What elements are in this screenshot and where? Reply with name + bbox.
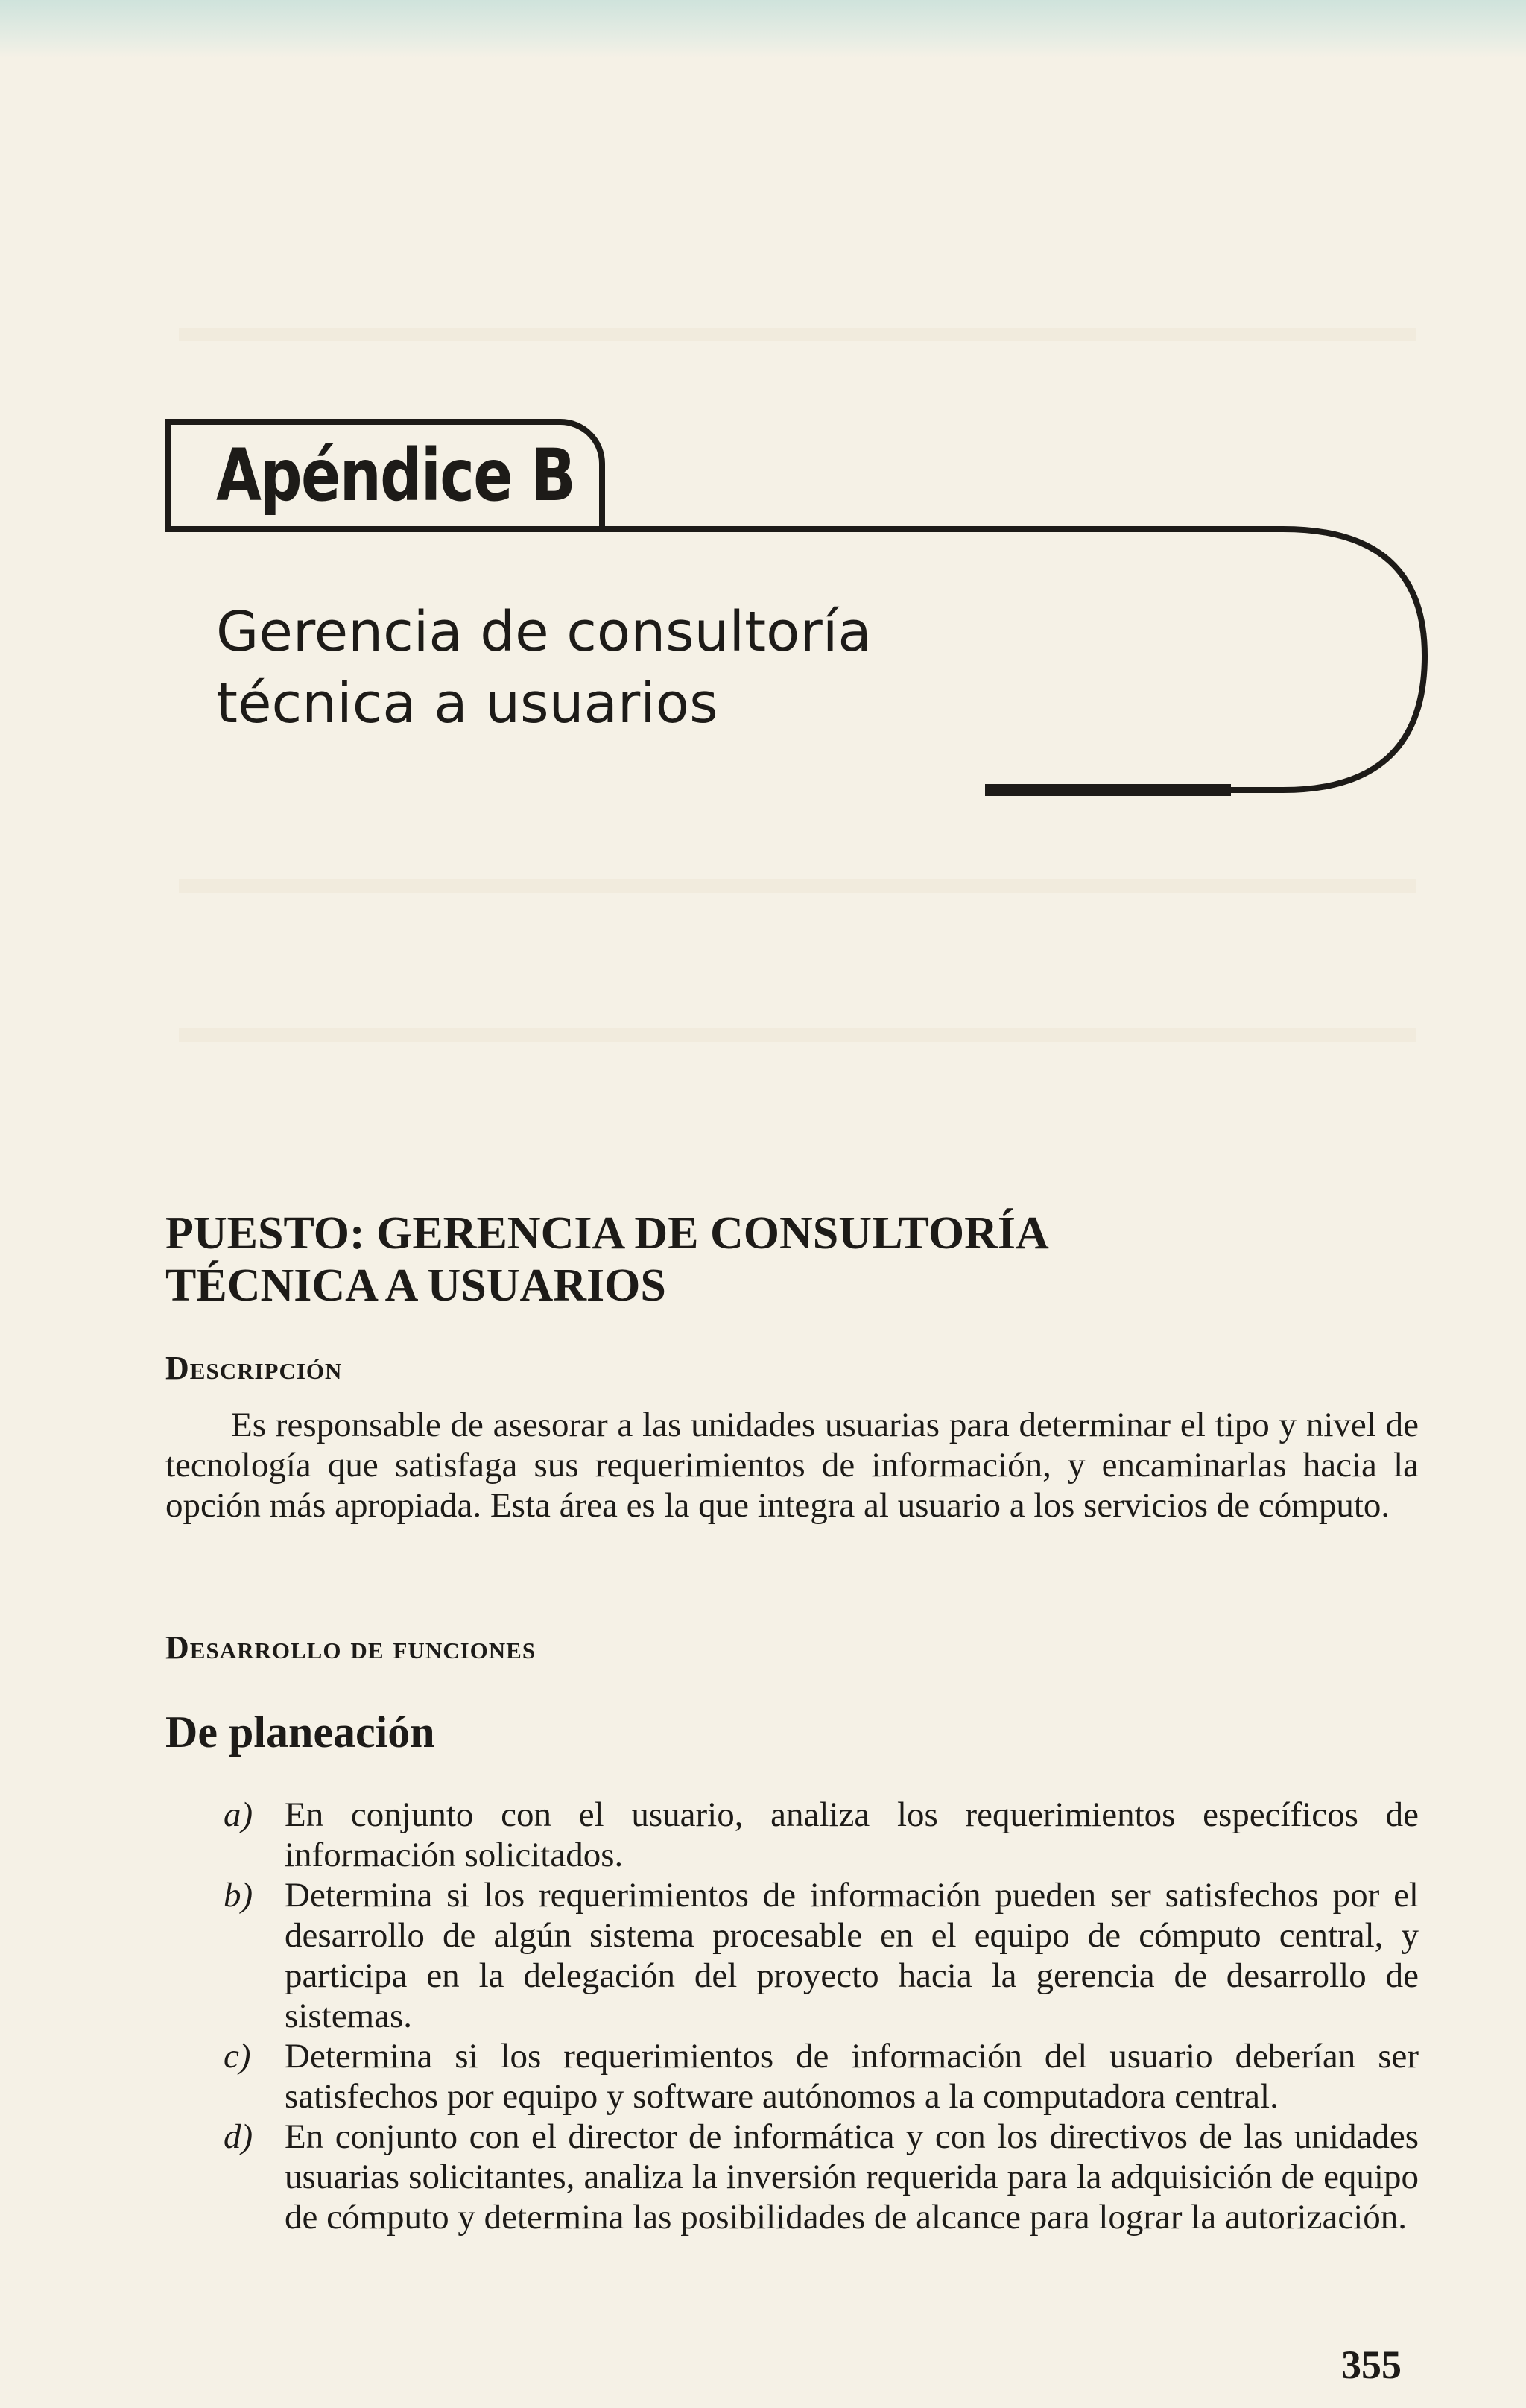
list-item-text: En conjunto con el director de informática y con los directivos de las unidades usuarias solicitantes, analiza la inversión requerida para la adquisición de equipo de cómputo y determina las posibilidades de alcance para lograr la autorización. (285, 2117, 1419, 2237)
list-item (224, 2036, 1419, 2117)
list-item-letter: a) (224, 1795, 253, 1834)
planning-subheading: De planeación (165, 1707, 435, 1757)
list-item-letter: b) (224, 1876, 253, 1915)
list-item (224, 2117, 1419, 2237)
list-item-text: En conjunto con el usuario, analiza los requerimientos específicos de información solicitados. (285, 1795, 1419, 1874)
post-heading-line-1: PUESTO: GERENCIA DE CONSULTORÍA (165, 1208, 1049, 1259)
list-item-text: Determina si los requerimientos de información del usuario deberían ser satisfechos por equipo y software autónomos a la computadora central. (285, 2037, 1419, 2116)
post-heading (165, 1207, 1432, 1312)
page-number: 355 (1341, 2342, 1402, 2387)
chapter-title-line-1: Gerencia de consultoría (216, 600, 872, 664)
chapter-title-line-2: técnica a usuarios (216, 671, 718, 736)
bleed-through-line (179, 1028, 1416, 1042)
planning-functions-list (224, 1795, 1419, 2237)
list-item (224, 1795, 1419, 1875)
list-item (224, 1875, 1419, 2036)
post-heading-line-2: TÉCNICA A USUARIOS (165, 1260, 666, 1311)
chapter-label: Apéndice B (216, 434, 575, 517)
description-paragraph: Es responsable de asesorar a las unidades usuarias para determinar el tipo y nivel de tecnología que satisfaga sus requerimientos de información, y encaminarlas hacia la opción más apropiada. Esta área es la que integra al usuario a los servicios de cómputo. (165, 1406, 1419, 1525)
bleed-through-line (179, 328, 1416, 341)
list-item-letter: c) (224, 2037, 251, 2076)
description-heading: Descripción (165, 1350, 343, 1386)
list-item-letter: d) (224, 2117, 253, 2156)
chapter-title (216, 596, 872, 739)
page-top-tint (0, 0, 1526, 58)
bleed-through-line (179, 879, 1416, 893)
functions-heading: Desarrollo de funciones (165, 1629, 536, 1666)
list-item-text: Determina si los requerimientos de información pueden ser satisfechos por el desarrollo de algún sistema procesable en el equipo de cómputo central, y participa en la delegación del proyecto hacia la gerencia de desarrollo de sistemas. (285, 1876, 1419, 2035)
